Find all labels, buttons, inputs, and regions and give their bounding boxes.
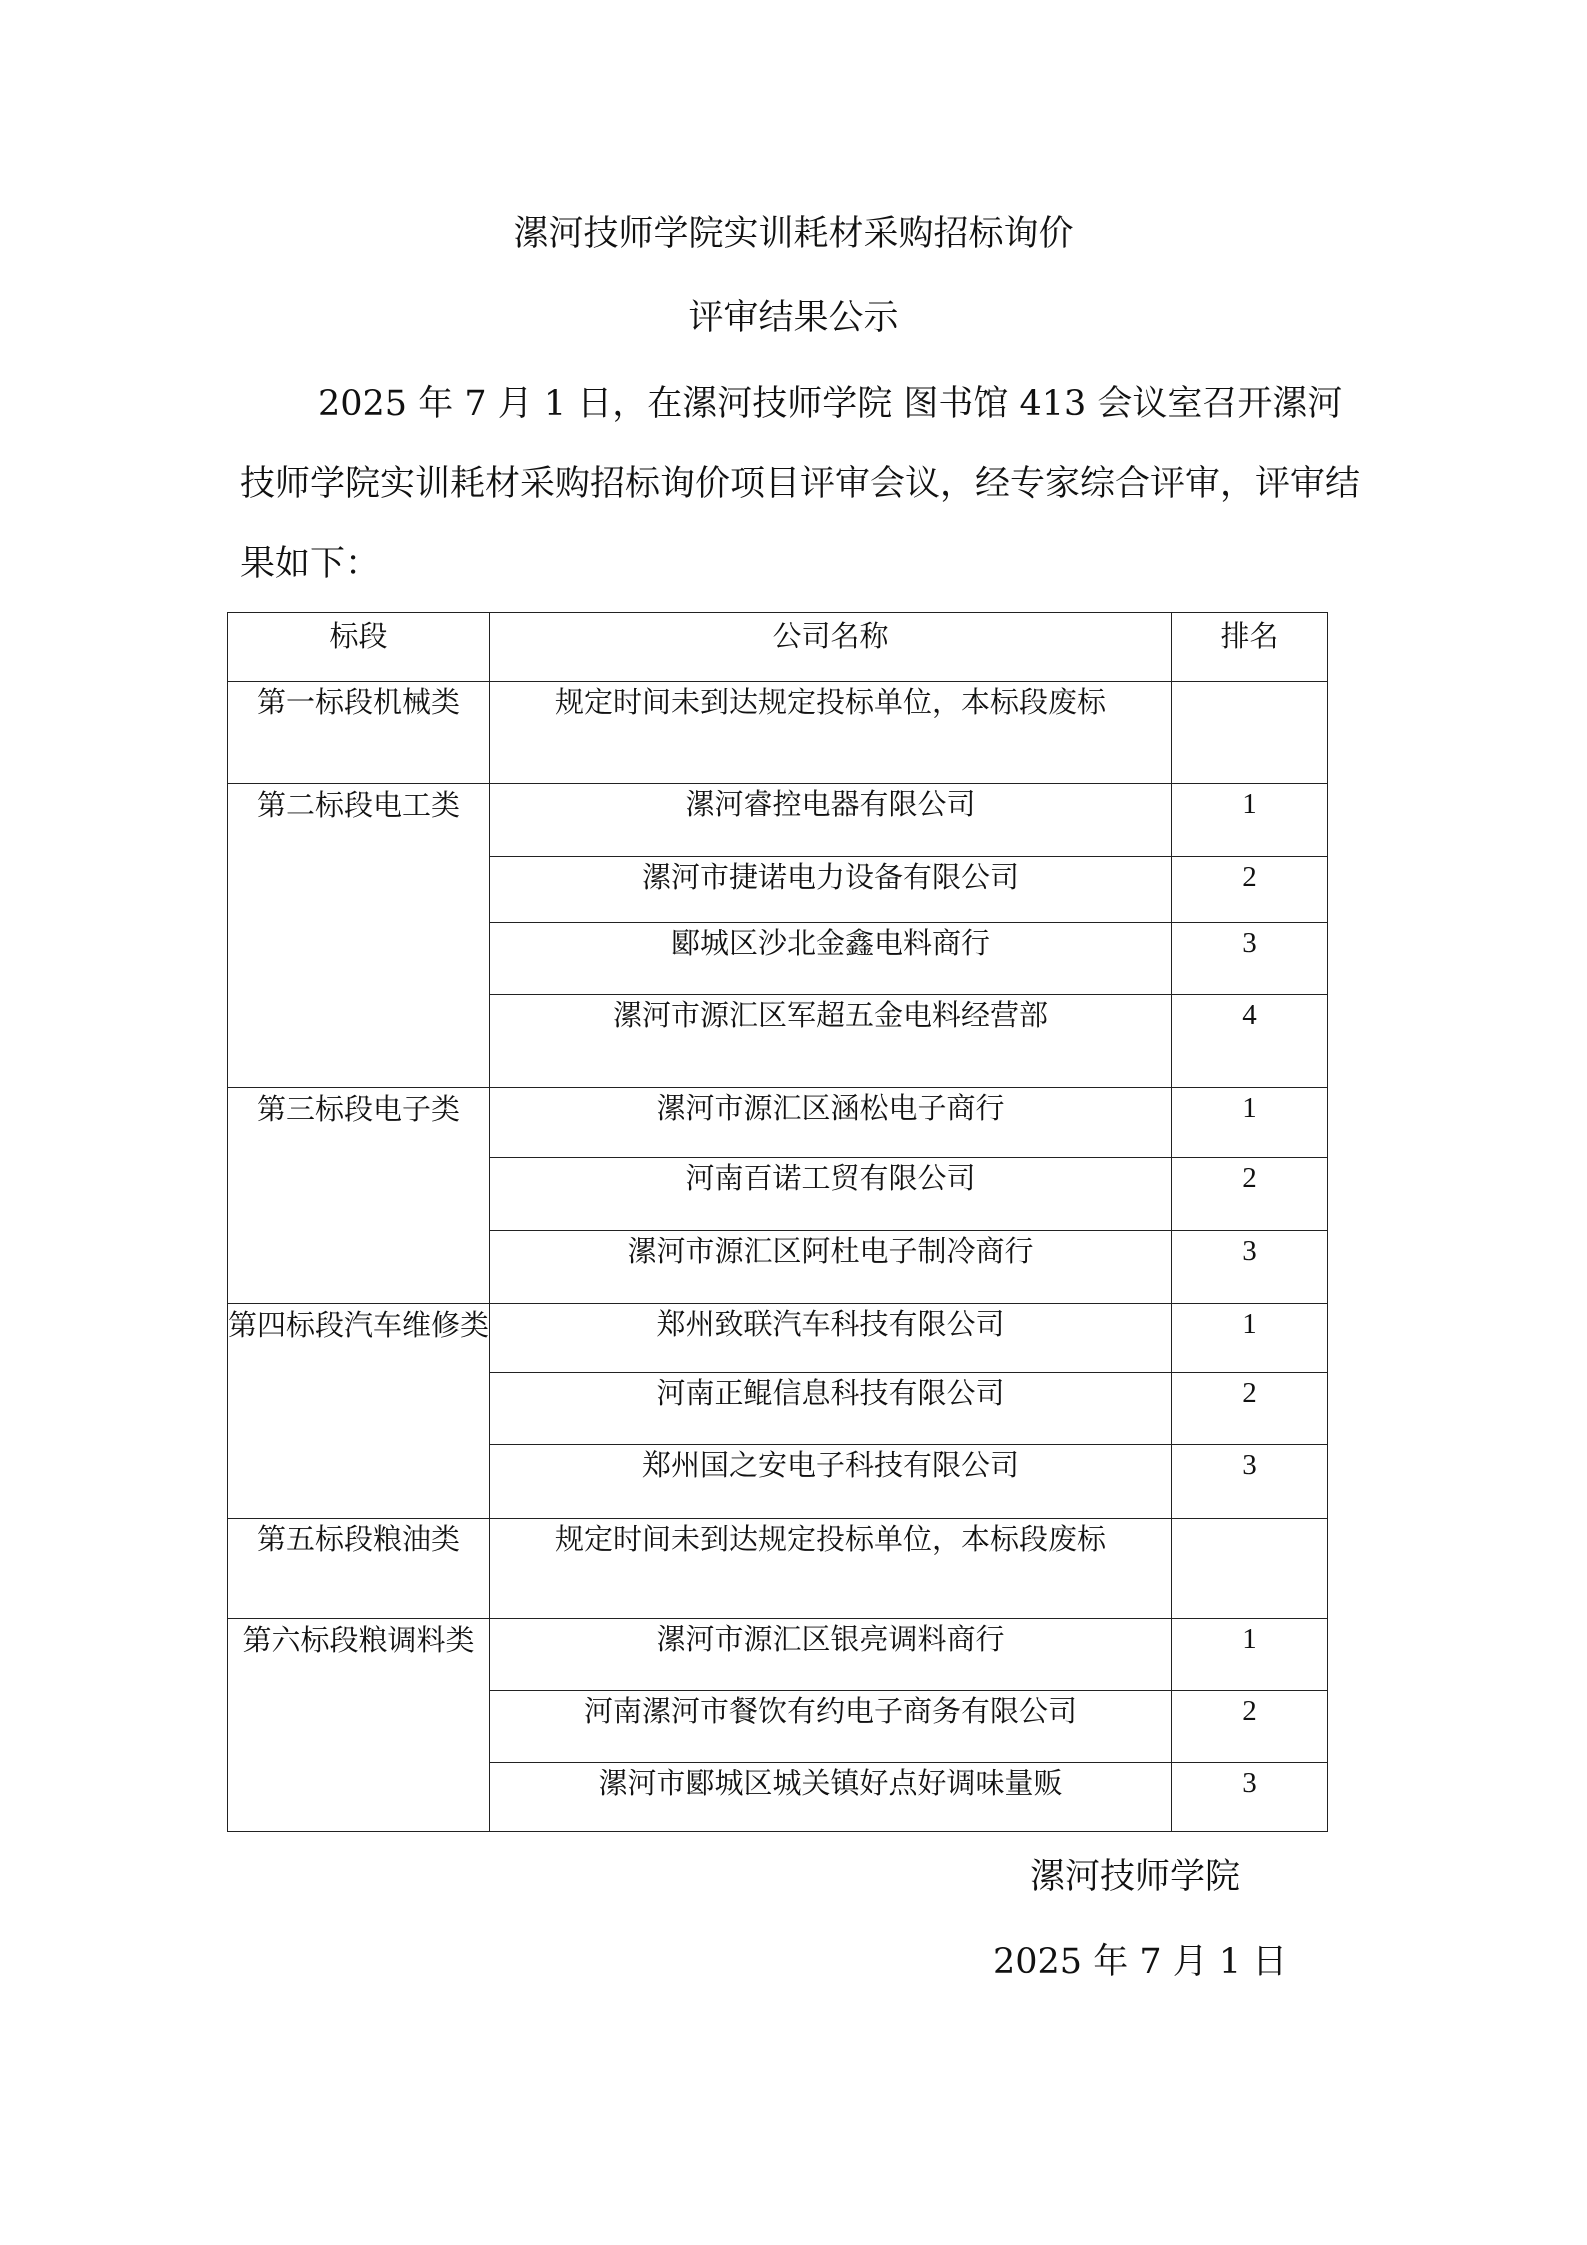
rank-cell [1172,1519,1328,1619]
company-name: 郾城区沙北金鑫电料商行 [490,923,1172,995]
segment-name: 第五标段粮油类 [228,1519,490,1619]
signature-date: 2025 年 7 月 1 日 [993,1942,1288,1982]
rank-cell [1172,682,1328,784]
rank-cell: 3 [1172,1763,1328,1832]
table-row [228,682,1328,784]
segment-note: 规定时间未到达规定投标单位，本标段废标 [490,682,1172,784]
document-title-line-1: 漯河技师学院实训耗材采购招标询价 [513,214,1074,254]
table-row [228,784,1328,857]
table-row [228,1088,1328,1158]
company-name: 郑州致联汽车科技有限公司 [490,1304,1172,1373]
company-name: 河南百诺工贸有限公司 [490,1158,1172,1231]
segment-name: 第二标段电工类 [228,784,490,1088]
rank-cell: 4 [1172,995,1328,1088]
rank-cell: 1 [1172,784,1328,857]
table-row [228,1619,1328,1691]
company-name: 漯河睿控电器有限公司 [490,784,1172,857]
document-title-line-2: 评审结果公示 [688,298,899,338]
rank-cell: 3 [1172,1445,1328,1519]
rank-cell: 1 [1172,1088,1328,1158]
signature-organization: 漯河技师学院 [1030,1857,1241,1897]
rank-cell: 3 [1172,1231,1328,1304]
intro-text: 2025 年 7 月 1 日，在漯河技师学院 图书馆 413 会议室召开漯河技师学院实训耗材采购招标询价项目评审会议，经专家综合评审，评审结果如下： [240,384,1361,584]
company-name: 漯河市源汇区军超五金电料经营部 [490,995,1172,1088]
company-name: 郑州国之安电子科技有限公司 [490,1445,1172,1519]
rank-cell: 1 [1172,1304,1328,1373]
company-name: 漯河市郾城区城关镇好点好调味量贩 [490,1763,1172,1832]
results-table [227,612,1328,1832]
table-row [228,1519,1328,1619]
segment-name: 第四标段汽车维修类 [228,1304,490,1519]
company-name: 漯河市源汇区涵松电子商行 [490,1088,1172,1158]
rank-cell: 2 [1172,1158,1328,1231]
rank-cell: 3 [1172,923,1328,995]
segment-note: 规定时间未到达规定投标单位，本标段废标 [490,1519,1172,1619]
company-name: 漯河市捷诺电力设备有限公司 [490,857,1172,923]
company-name: 河南正鲲信息科技有限公司 [490,1373,1172,1445]
header-segment: 标段 [228,613,490,682]
company-name: 河南漯河市餐饮有约电子商务有限公司 [490,1691,1172,1763]
segment-name: 第三标段电子类 [228,1088,490,1304]
table-header-row [228,613,1328,682]
header-rank: 排名 [1172,613,1328,682]
header-company: 公司名称 [490,613,1172,682]
company-name: 漯河市源汇区银亮调料商行 [490,1619,1172,1691]
rank-cell: 2 [1172,1373,1328,1445]
segment-name: 第一标段机械类 [228,682,490,784]
rank-cell: 2 [1172,1691,1328,1763]
company-name: 漯河市源汇区阿杜电子制冷商行 [490,1231,1172,1304]
intro-paragraph [240,364,1360,604]
table-row [228,1304,1328,1373]
rank-cell: 2 [1172,857,1328,923]
rank-cell: 1 [1172,1619,1328,1691]
segment-name: 第六标段粮调料类 [228,1619,490,1832]
